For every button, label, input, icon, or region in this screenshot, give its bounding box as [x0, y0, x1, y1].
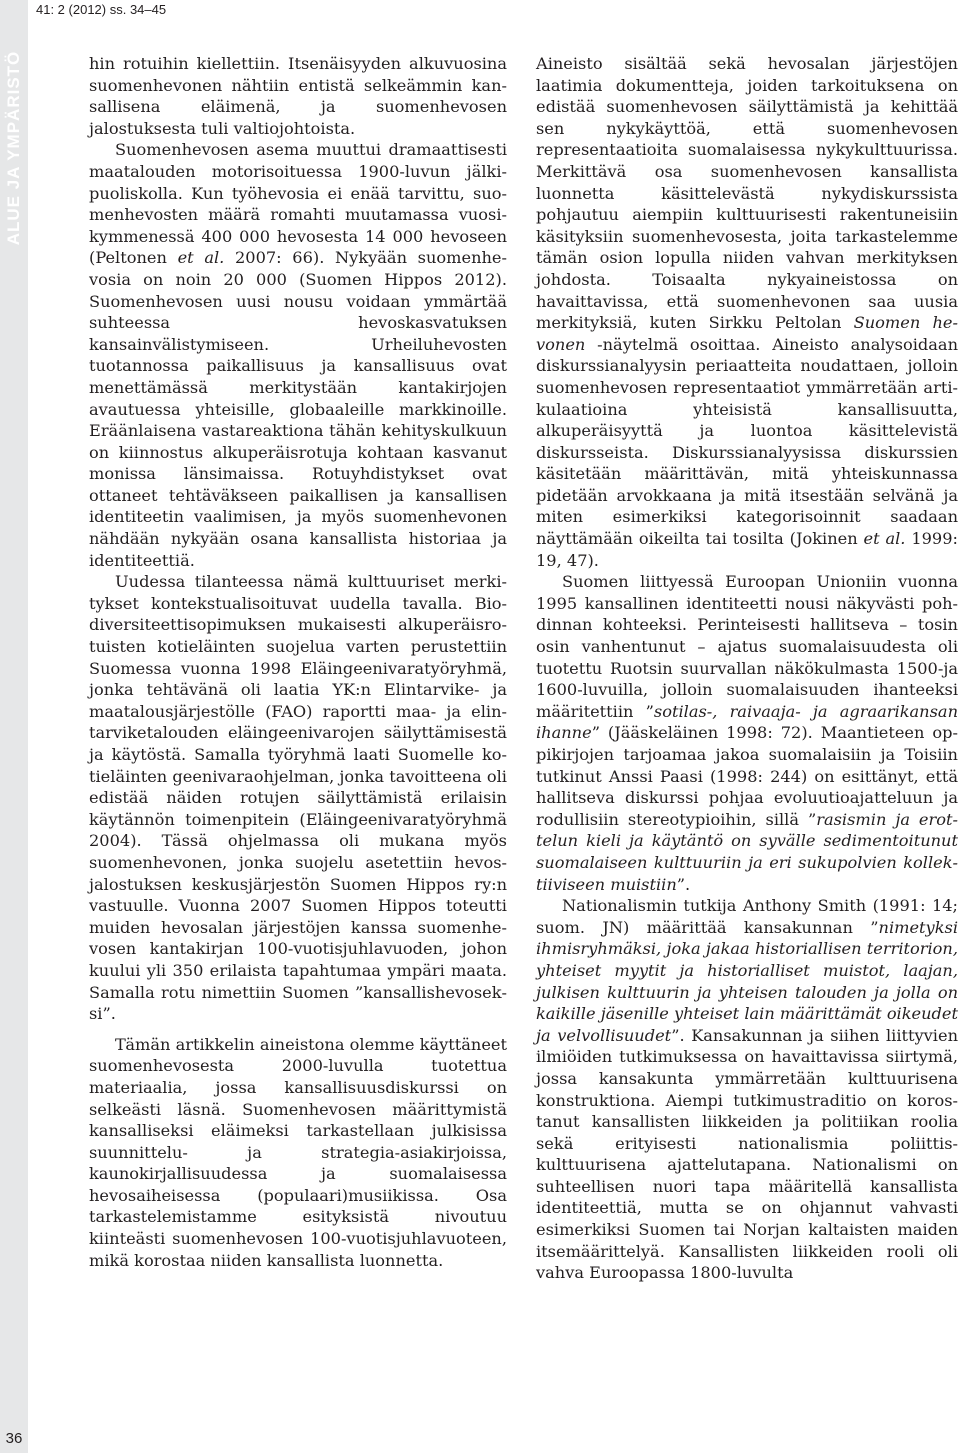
left-column — [89, 53, 507, 1271]
section-label: ALUE JA YMPÄRISTÖ — [4, 50, 23, 246]
paragraph: Aineisto sisältää sekä hevosalan järjestöjen laatimia dokumentteja, joiden tarkoituksena on edistää suomenhevosen säilyttämistä ja kehittää sen nykykäyttöä, että suomenhevosen representaatioita suomalaisessa nykykulttuurissa. Merkittävä osa suomenhevosen kansallista luonnetta käsittelevästä nykydiskurssista pohjautuu aiempiin kulttuurisesti rakentuneisiin käsityksiin suomenhevosesta, joita tarkastelemme tämän osion lopulla niiden vahvan merkityksen johdosta. Toisaalta nykyaineistossa on havaittavissa, että suomenhevonen saa uusia merkityksiä, kuten Sirkku Peltolan Suomen hevonen -näytelmä osoittaa. Aineisto analysoidaan diskurssianalyysin periaatteita noudattaen, jolloin suomenhevosen representaatiot ymmärretään artikulaatioina yhteisistä kansallisuutta, alkuperäisyyttä ja luontoa käsittelevistä diskursseista. Diskurssianalyysissa diskurssien käsitetään määrittävän, mitä yhteiskunnassa pidetään arvokkaana ja mitä itsestään selvänä ja miten esimerkiksi kategorisoinnit saadaan näyttämään oikeilta tai tosilta (Jokinen et al. 1999: 19, 47). — [536, 54, 958, 570]
paragraph: hin rotuihin kiellettiin. Itsenäisyyden alkuvuosina suomenhevonen nähtiin entistä selkeämmin kansallisena eläimenä, ja suomenhevosen jalostuksesta tuli valtiojohtoista. — [89, 54, 507, 138]
paragraph: Nationalismin tutkija Anthony Smith (1991: 14; suom. JN) määrittää kansakunnan ”nimetyksi ihmisryhmäksi, joka jakaa historiallisen territorion, yhteiset myytit ja historialliset muistot, laajan, julkisen kulttuurin ja yhteisen talouden ja jolla on kaikille jäsenille yhteiset lain määrittämät oikeudet ja velvollisuudet”. Kansakunnan ja siihen liittyvien ilmiöiden tutkimuksessa on havaittavissa siirtymä, jossa kansakunta ymmärretään kulttuurisena konstruktiona. Aiempi tutkimustraditio on korostanut kansallisten liikkeiden ja politiikan roolia sekä erityisesti nationalismia poliittis-kulttuurisena ajattelutapana. Nationalismi on suhteellisen nuori tapa määritellä kansallista identiteettiä, mutta se on ohjannut vahvasti esimerkiksi Suomen tai Norjan kaltaisten maiden itsemäärittelyä. Kansallisten liikkeiden rooli oli vahva Euroopassa 1800-luvulta — [536, 896, 958, 1283]
paragraph: Suomenhevosen asema muuttui dramaattisesti maatalouden motorisoituessa 1900-luvun jälkipuoliskolla. Kun työhevosia ei enää tarvittu, suomenhevosten määrä romahti muutamassa vuosikymmenessä 400 000 hevosesta 14 000 hevoseen (Peltonen et al. 2007: 66). Nykyään suomenhevosia on noin 20 000 (Suomen Hippos 2012). Suomenhevosen uusi nousu voidaan ymmärtää suhteessa hevoskasvatuksen kansainvälistymiseen. Urheiluhevosten tuotannossa paikallisuus ja kansallisuus ovat menettämässä merkitystään kantakirjojen avautuessa yhteisille, globaaleille markkinoille. Eräänlaisena vastareaktiona tähän kehityskulkuun on kiinnostus alkuperäisrotuja kohtaan kasvanut monissa länsimaissa. Rotuyhdistykset ovat ottaneet tehtäväkseen paikallisen ja kansallisen identiteetin vaalimisen, ja myös suomenhevonen nähdään nykyään osana kansallista historiaa ja identiteettiä. — [89, 140, 507, 570]
page-number: 36 — [5, 1430, 23, 1447]
paragraph: Uudessa tilanteessa nämä kulttuuriset merkitykset kontekstualisoituvat uudella tavalla. Biodiversiteettisopimuksen mukaisesti alkuperäisrotuisten kotieläinten suojelua varten perustettiin Suomessa vuonna 1998 Eläingeenivaratyöryhmä, jonka tehtävänä oli laatia YK:n Elintarvike- ja maatalousjärjestölle (FAO) raportti maa- ja elintarviketalouden eläingeenivarojen säilyttämisestä ja käytöstä. Samalla työryhmä laati Suomelle kotieläinten geenivaraohjelman, jonka tavoitteena oli edistää näiden rotujen säilyttämistä erilaisin käytännön toimenpitein (Eläingeenivaratyöryhmä 2004). Tässä ohjelmassa oli mukana myös suomenhevonen, jonka suojelu asetettiin hevosjalostuksen keskusjärjestön Suomen Hippos ry:n vastuulle. Vuonna 2007 Suomen Hippos toteutti muiden hevosalan järjestöjen kanssa suomenhevosen kantakirjan 100-vuotisjuhlavuoden, johon kuului yli 350 erilaista tapahtumaa ympäri maata. Samalla rotu nimettiin Suomen ”kansallishevoseksi”. — [89, 572, 507, 1024]
journal-reference: 41: 2 (2012) ss. 34–45 — [36, 2, 167, 17]
section-sidebar — [0, 0, 28, 1453]
paragraph: Tämän artikkelin aineistona olemme käyttäneet suomenhevosesta 2000-luvulla tuotettua materiaalia, jossa kansallisuusdiskurssi on selkeästi läsnä. Suomenhevosen määrittymistä kansalliseksi eläimeksi tarkastellaan julkisissa suunnittelu- ja strategia-asiakirjoissa, kaunokirjallisuudessa ja suomalaisessa hevosaiheisessa (populaari)musiikissa. Osa tarkastelemistamme esityksistä nivoutuu kiinteästi suomenhevosen 100-vuotisjuhlavuoteen, mikä korostaa niiden kansallista luonnetta. — [89, 1034, 507, 1270]
paragraph: Suomen liittyessä Euroopan Unioniin vuonna 1995 kansallinen identiteetti nousi näkyvästi pohdinnan kohteeksi. Perinteisesti hallitseva – tosin osin vanhentunut – ajatus suomalaisuudesta oli tuotettu Ruotsin suurvallan näkökulmasta 1500-ja 1600-luvuilla, jolloin suomalaisuuden ihanteeksi määritettiin ”sotilas-, raivaaja- ja agraarikansan ihanne” (Jääskeläinen 1998: 72). Maantieteen oppikirjojen tarjoamaa jakoa suomalaisiin ja Toisiin tutkinut Anssi Paasi (1998: 244) on esittänyt, että hallitseva diskurssi pohjaa evoluutioajatteluun ja rodullisiin stereotypioihin, sillä ”rasismin ja erottelun kieli ja käytäntö on syvälle sedimentoitunut suomalaiseen kulttuuriin ja eri sukupolvien kollektiiviseen muistiin”. — [536, 572, 958, 894]
right-column — [536, 53, 958, 1284]
